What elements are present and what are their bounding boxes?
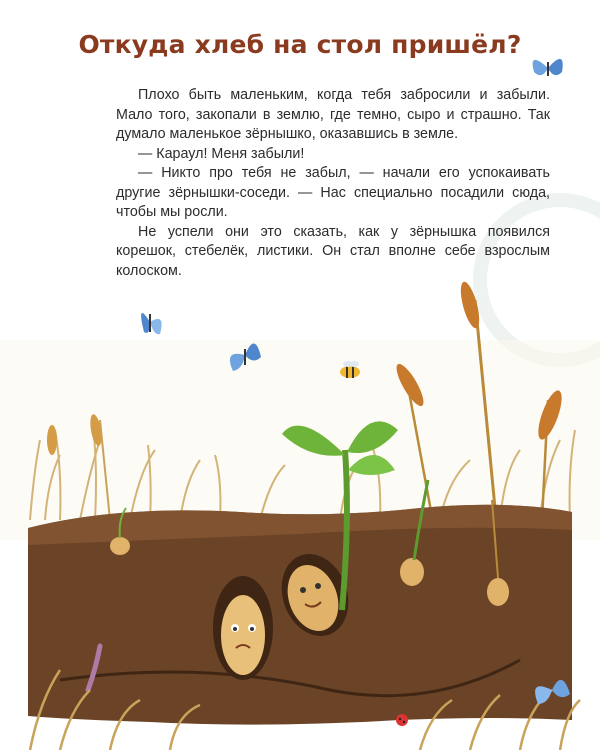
page-title: Откуда хлеб на стол пришёл? bbox=[78, 30, 522, 59]
paragraph: Не успели они это сказать, как у зёрнышка появился корешок, стебелёк, листики. Он стал вполне себе взрослым колоском. bbox=[116, 223, 550, 279]
paragraph: Плохо быть маленьким, когда тебя забросили и забыли. Мало того, закопали в землю, где темно, сыро и страшно. Так думало маленькое зёрнышко, оказавшись в земле. bbox=[116, 87, 550, 142]
butterfly-icon-top bbox=[533, 59, 563, 76]
butterfly-icon-left bbox=[141, 313, 162, 334]
ladybug-icon bbox=[396, 714, 408, 726]
paragraph: — Караул! Меня забыли! bbox=[138, 145, 305, 162]
story-text bbox=[116, 86, 550, 281]
crying-seed bbox=[213, 576, 273, 680]
paragraph: — Никто про тебя не забыл, — начали его успокаивать другие зёрнышки-соседи. — Нас специально посадили сюда, чтобы мы росли. bbox=[116, 165, 550, 220]
